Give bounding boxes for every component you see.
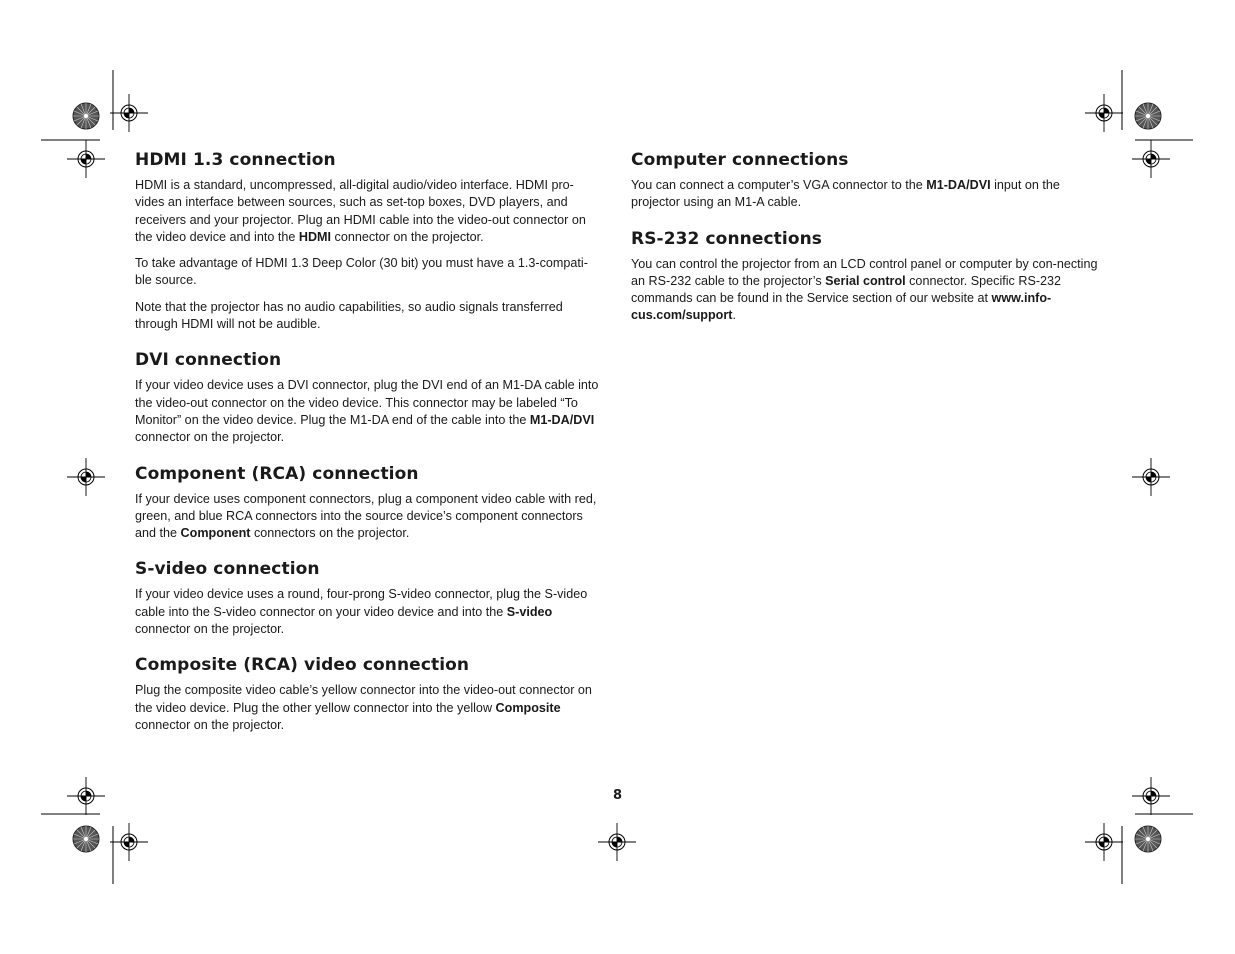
section-heading: DVI connection (135, 350, 282, 371)
bold-term: M1-DA/DVI (529, 412, 595, 427)
body-paragraph (135, 255, 603, 290)
text-run: To take advantage of HDMI 1.3 Deep Color (30 bit) you must have a 1.3-compati-ble source. (135, 256, 588, 288)
section-rs-232-connections (631, 229, 1101, 325)
text-run: connector on the projector. (135, 430, 285, 445)
body-paragraph (631, 256, 1101, 325)
text-run: HDMI is a standard, uncompressed, all-digital audio/video interface. HDMI pro-vides an interface between sources, such as set-top boxes, DVD players, and receivers and your projector. Plug an HDMI cable into the video-out connector on the video device and into the (135, 178, 586, 244)
body-paragraph (135, 682, 603, 734)
text-run: input on the projector using an M1-A cable. (631, 178, 1060, 210)
text-run: connectors on the projector. (250, 526, 410, 541)
text-run: If your device uses component connectors, plug a component video cable with red, green, and blue RCA connectors into the source device’s component connectors and the (135, 491, 597, 541)
text-run: connector on the projector. (135, 717, 285, 732)
text-run: You can connect a computer’s VGA connector to the (631, 178, 927, 192)
body-paragraph (631, 177, 1101, 212)
section-dvi-connection (135, 350, 603, 446)
bold-term: Serial control (825, 273, 906, 288)
bold-term: S-video (506, 604, 553, 619)
body-paragraph (135, 586, 603, 638)
section-heading: Computer connections (631, 150, 849, 170)
page-number: 8 (612, 788, 623, 803)
bold-term: HDMI (298, 229, 332, 244)
text-run: You can control the projector from an LCD control panel or computer by con-necting an RS-232 cable to the projector’s (631, 256, 1098, 288)
section-hdmi-1-3-connection (135, 150, 603, 333)
text-run: connector on the projector. (331, 229, 484, 244)
text-run: Note that the projector has no audio capabilities, so audio signals transferred through HDMI will not be audible. (135, 299, 563, 332)
section-heading: HDMI 1.3 connection (135, 150, 336, 170)
body-paragraph (135, 299, 603, 334)
text-run: connector. Specific RS-232 commands can be found in the Service section of our website at (631, 273, 1062, 306)
body-paragraph (135, 377, 603, 446)
text-run: If your video device uses a DVI connector, plug the DVI end of an M1-DA cable into the video-out connector on the video device. This connector may be labeled “To Monitor” on the video device. Plug the M1-DA end of the cable into the (135, 378, 599, 427)
left-column (135, 150, 603, 751)
text-run: Plug the composite video cable’s yellow connector into the video-out connector on the video device. Plug the other yellow connector into the yellow (135, 683, 592, 715)
body-paragraph (135, 177, 603, 246)
section-s-video-connection (135, 559, 603, 638)
section-computer-connections (631, 150, 1101, 212)
bold-term: Component (180, 526, 251, 541)
bold-term: Composite (495, 700, 561, 715)
section-heading: RS-232 connections (631, 228, 823, 249)
section-composite-rca-video-connection (135, 655, 603, 734)
body-paragraph (135, 491, 603, 543)
right-column (631, 150, 1101, 342)
text-run: . (732, 308, 736, 323)
bold-term: www.info-cus.com/support (631, 291, 1052, 323)
section-component-rca-connection (135, 464, 603, 543)
section-heading: S-video connection (135, 559, 320, 580)
section-heading: Composite (RCA) video connection (135, 655, 470, 676)
text-run: If your video device uses a round, four-prong S-video connector, plug the S-video cable into the S-video connector on your video device and into the (135, 587, 588, 619)
text-run: connector on the projector. (135, 622, 285, 637)
bold-term: M1-DA/DVI (926, 178, 991, 192)
section-heading: Component (RCA) connection (135, 463, 419, 484)
